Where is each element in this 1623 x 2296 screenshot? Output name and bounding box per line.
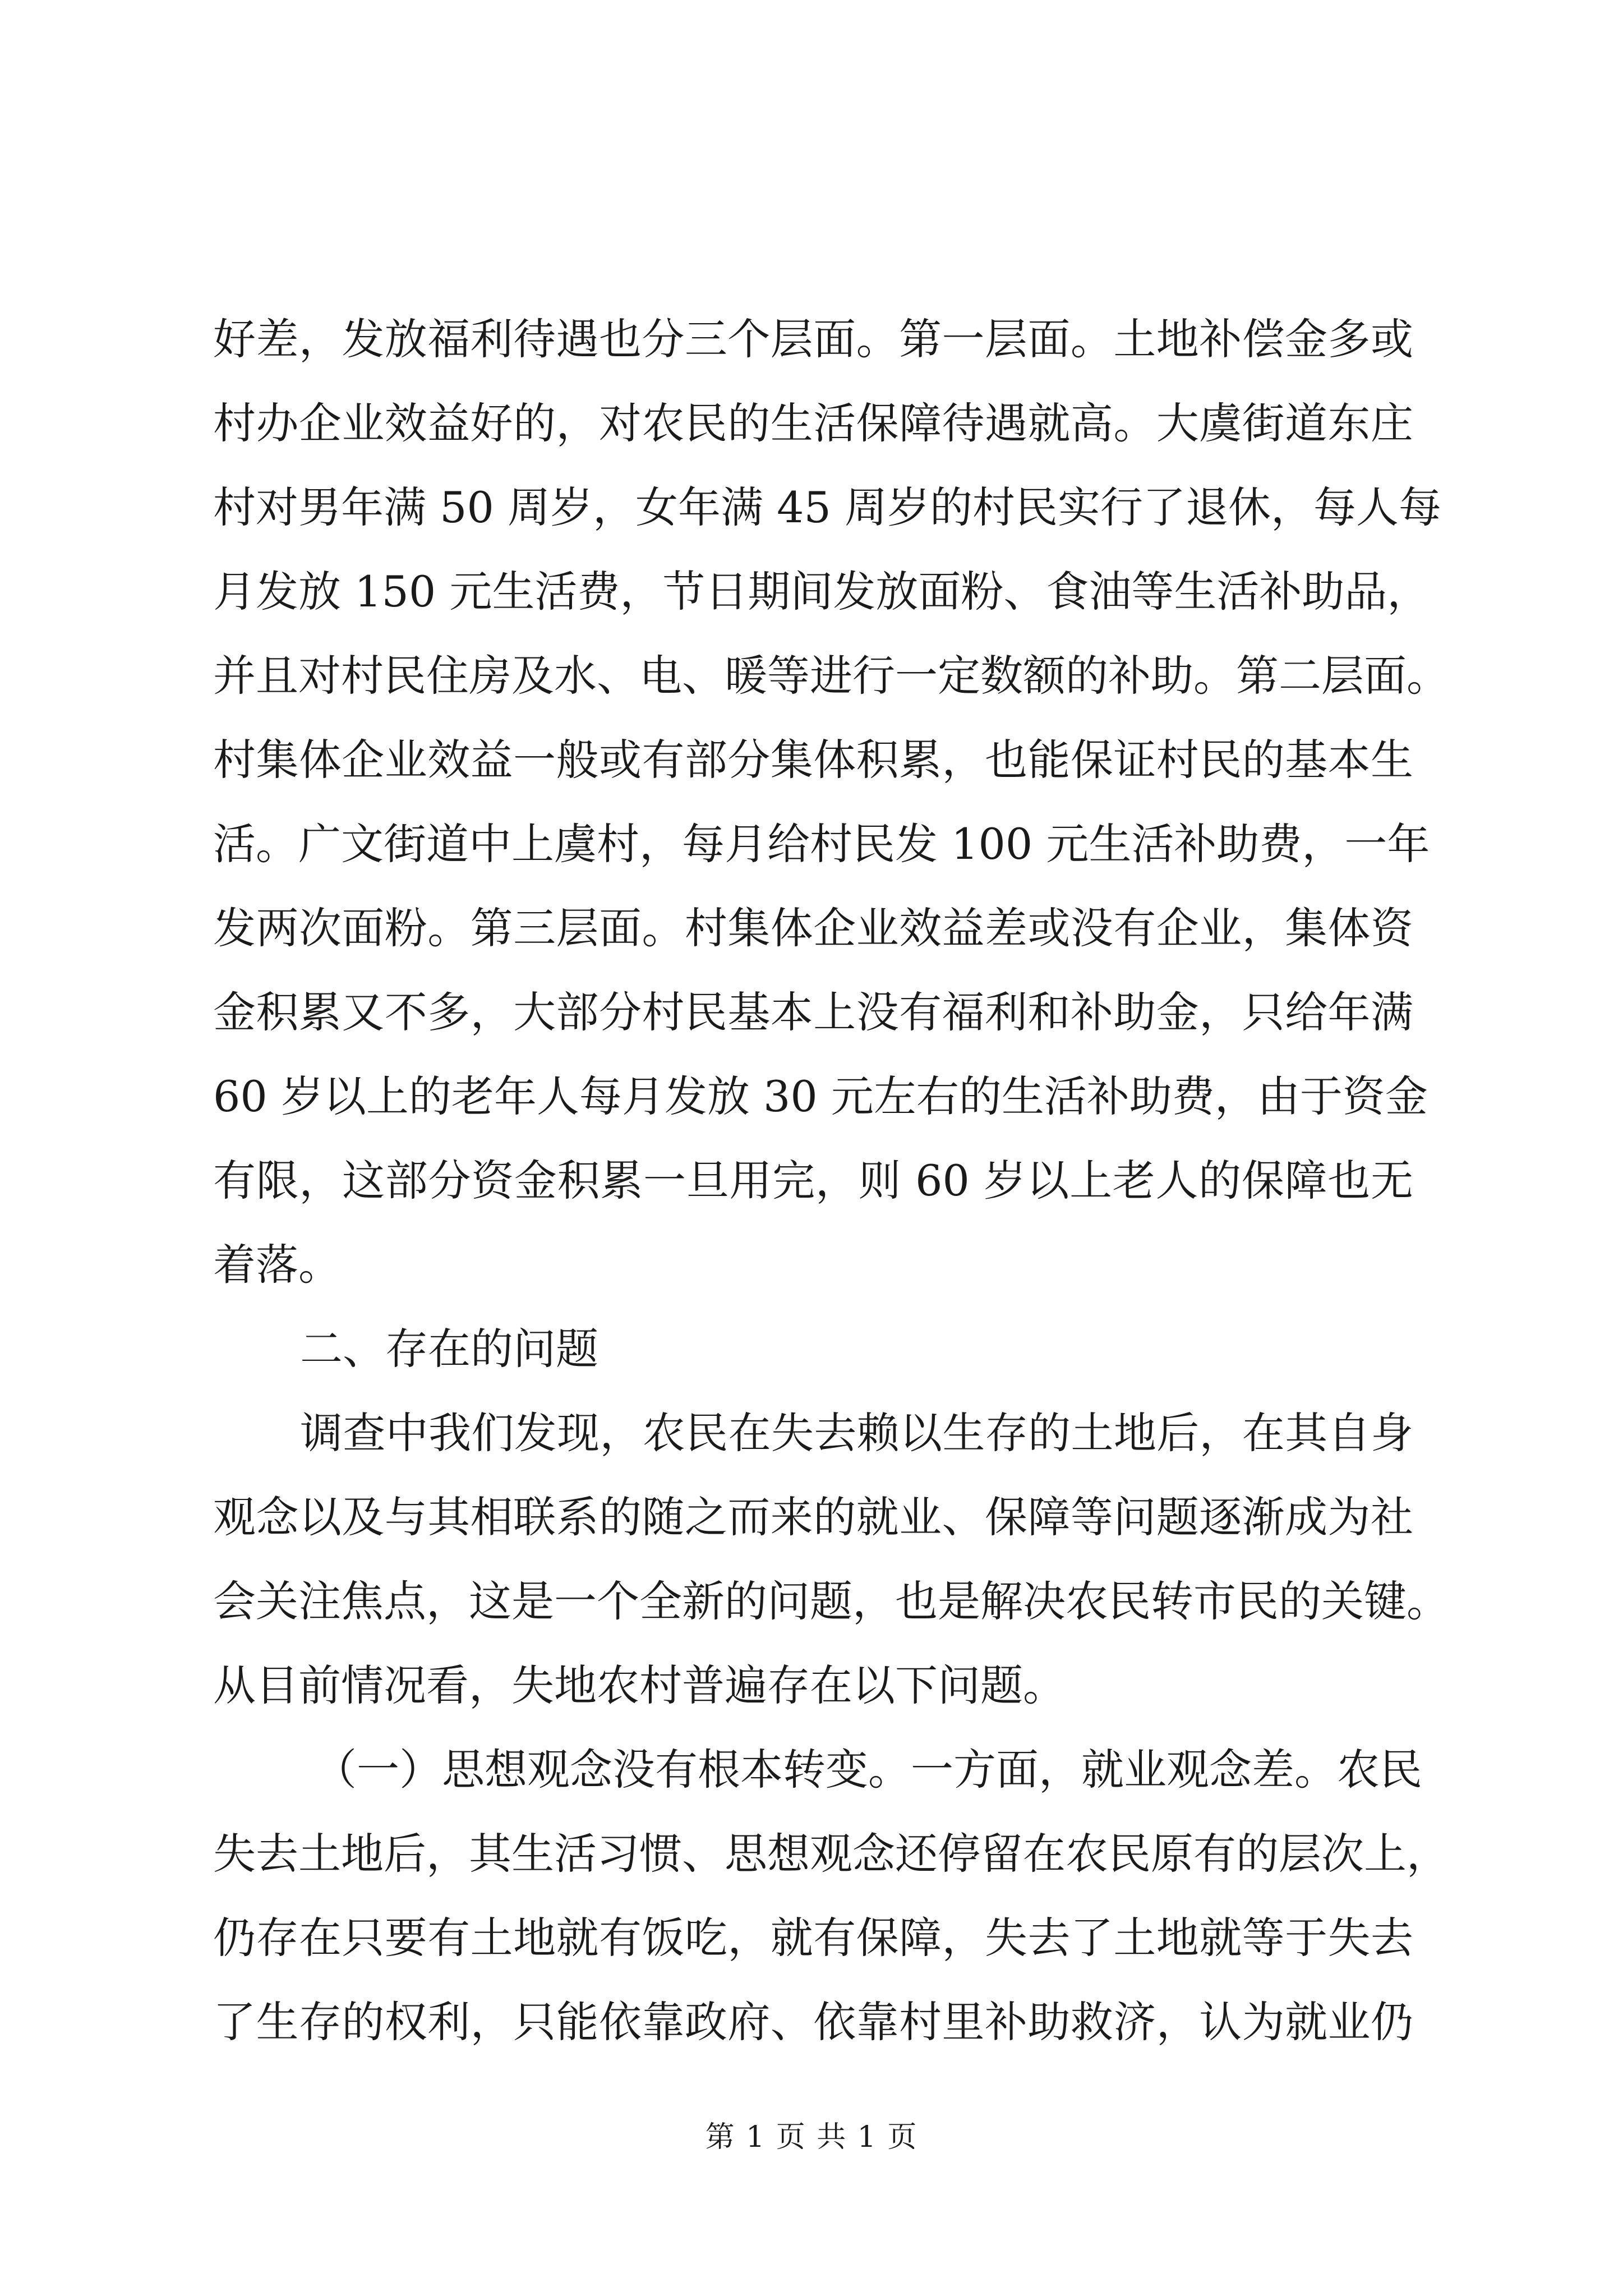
paragraph-line: 仍存在只要有土地就有饭吃，就有保障，失去了土地就等于失去 [213,1913,1413,1963]
paragraph-line: 60 岁以上的老年人每月发放 30 元左右的生活补助费，由于资金 [213,1071,1428,1121]
section-heading: 二、存在的问题 [300,1324,598,1374]
paragraph-line: 发两次面粉。第三层面。村集体企业效益差或没有企业，集体资 [213,903,1413,953]
paragraph-line: 月发放 150 元生活费，节日期间发放面粉、食油等生活补助品， [213,567,1430,616]
paragraph-line: 金积累又不多，大部分村民基本上没有福利和补助金，只给年满 [213,987,1413,1037]
paragraph-line: 调查中我们发现，农民在失去赖以生存的土地后，在其自身 [300,1408,1413,1458]
paragraph-line: 观念以及与其相联系的随之而来的就业、保障等问题逐渐成为社 [213,1492,1413,1542]
paragraph-line: 有限，这部分资金积累一旦用完，则 60 岁以上老人的保障也无 [213,1156,1413,1205]
paragraph-line: 村对男年满 50 周岁，女年满 45 周岁的村民实行了退休，每人每 [213,482,1442,532]
paragraph-line: 失去土地后，其生活习惯、思想观念还停留在农民原有的层次上， [213,1829,1449,1879]
paragraph-line: 村集体企业效益一般或有部分集体积累，也能保证村民的基本生 [213,735,1413,785]
paragraph-line: 了生存的权利，只能依靠政府、依靠村里补助救济，认为就业仍 [213,1997,1413,2047]
paragraph-line: 从目前情况看，失地农村普遍存在以下问题。 [213,1660,1066,1710]
paragraph-line: 好差，发放福利待遇也分三个层面。第一层面。土地补偿金多或 [213,314,1413,364]
paragraph-line: 着落。 [213,1240,341,1290]
paragraph-line: （一）思想观念没有根本转变。一方面，就业观念差。农民 [314,1745,1422,1795]
paragraph-line: 活。广文街道中上虞村，每月给村民发 100 元生活补助费，一年 [213,819,1430,869]
page-footer: 第 1 页 共 1 页 [705,2120,918,2154]
paragraph-line: 并且对村民住房及水、电、暖等进行一定数额的补助。第二层面。 [213,651,1449,701]
paragraph-line: 村办企业效益好的，对农民的生活保障待遇就高。大虞街道东庄 [213,398,1413,448]
paragraph-line: 会关注焦点，这是一个全新的问题，也是解决农民转市民的关键。 [213,1576,1449,1626]
